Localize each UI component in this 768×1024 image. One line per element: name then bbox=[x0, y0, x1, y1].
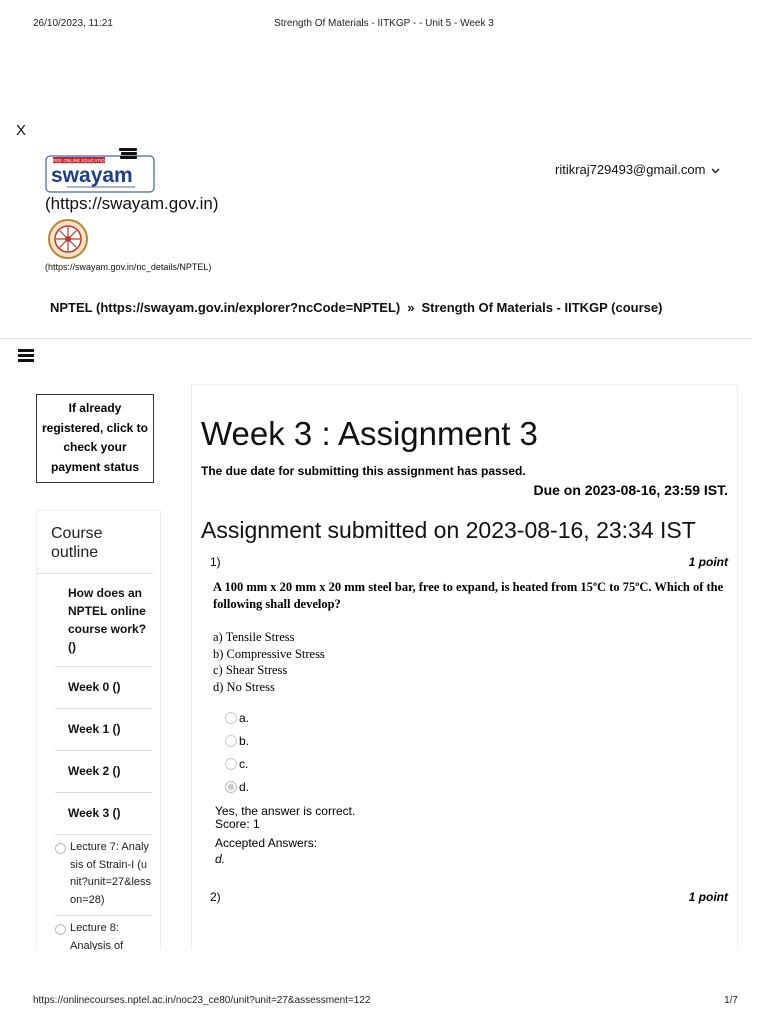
question-points: 1 point bbox=[688, 555, 728, 569]
due-date: Due on 2023-08-16, 23:59 IST. bbox=[533, 482, 728, 498]
accepted-answer-value: d. bbox=[215, 852, 226, 866]
question-number: 1) bbox=[210, 555, 221, 569]
outline-item-how-it-works[interactable]: How does an NPTEL online course work? () bbox=[55, 574, 152, 667]
submission-status: Assignment submitted on 2023-08-16, 23:34 IST bbox=[201, 517, 696, 543]
print-datetime: 26/10/2023, 11:21 bbox=[33, 18, 113, 29]
answer-choice-a[interactable] bbox=[225, 711, 249, 725]
breadcrumb-nptel-link[interactable]: NPTEL (https://swayam.gov.in/explorer?ncCode=NPTEL) bbox=[50, 300, 401, 315]
radio-button-selected[interactable] bbox=[225, 781, 237, 793]
option-text: a) Tensile Stress bbox=[213, 630, 295, 644]
assignment-title: Week 3 : Assignment 3 bbox=[201, 415, 538, 452]
nptel-logo-graphic bbox=[47, 218, 89, 260]
answer-feedback bbox=[215, 805, 355, 831]
outline-item-week-1[interactable]: Week 1 () bbox=[55, 709, 152, 751]
swayam-logo-graphic bbox=[45, 146, 157, 194]
radio-button[interactable] bbox=[225, 712, 237, 724]
score-text: Score: 1 bbox=[215, 817, 260, 831]
breadcrumb-course-link[interactable]: Strength Of Materials - IITKGP (course) bbox=[421, 300, 663, 315]
choice-label: b. bbox=[239, 734, 250, 748]
accepted-answers-label: Accepted Answers: bbox=[215, 836, 318, 850]
course-outline-panel bbox=[36, 510, 161, 950]
choice-label: a. bbox=[239, 711, 250, 725]
close-button[interactable]: X bbox=[16, 122, 27, 139]
question-options bbox=[213, 629, 325, 695]
lesson-label: Lecture 8: Analysis of bbox=[70, 922, 124, 950]
nptel-logo[interactable] bbox=[47, 218, 89, 260]
user-email: ritikraj729493@gmail.com bbox=[555, 162, 706, 177]
answer-choice-d[interactable] bbox=[225, 780, 249, 794]
question-points: 1 point bbox=[688, 890, 728, 904]
choice-label: d. bbox=[239, 780, 250, 794]
option-text: c) Shear Stress bbox=[213, 663, 288, 677]
question-text: A 100 mm x 20 mm x 20 mm steel bar, free to expand, is heated from 15ºC to 75ºC. Which of the following shall develop? bbox=[213, 580, 724, 611]
outline-lesson-8[interactable] bbox=[55, 916, 152, 950]
answer-choice-c[interactable] bbox=[225, 757, 248, 771]
breadcrumb bbox=[50, 300, 662, 315]
radio-button[interactable] bbox=[225, 735, 237, 747]
swayam-tagline: FREE ONLINE EDUCATION bbox=[50, 158, 108, 163]
outline-item-week-2[interactable]: Week 2 () bbox=[55, 751, 152, 793]
outline-lesson-7[interactable] bbox=[55, 835, 152, 916]
lesson-status-icon bbox=[55, 843, 66, 854]
course-outline-title: Course outline bbox=[37, 511, 153, 574]
assignment-panel bbox=[191, 384, 738, 950]
choice-label: c. bbox=[239, 757, 249, 771]
feedback-text: Yes, the answer is correct. bbox=[215, 804, 356, 818]
swayam-link[interactable]: (https://swayam.gov.in) bbox=[45, 194, 219, 213]
option-text: b) Compressive Stress bbox=[213, 646, 325, 661]
due-passed-notice: The due date for submitting this assignment has passed. bbox=[201, 464, 526, 478]
user-menu[interactable] bbox=[555, 162, 720, 177]
print-title: Strength Of Materials - IITKGP - - Unit 5 - Week 3 bbox=[274, 18, 494, 29]
hamburger-menu-icon[interactable] bbox=[18, 347, 34, 364]
nptel-link[interactable]: (https://swayam.gov.in/nc_details/NPTEL) bbox=[45, 262, 212, 272]
outline-item-week-0[interactable]: Week 0 () bbox=[55, 667, 152, 709]
lesson-label: Lecture 7: Analysis of Strain-I (unit?unit=27&lesson=28) bbox=[70, 841, 152, 906]
answer-choice-b[interactable] bbox=[225, 734, 249, 748]
print-page-number: 1/7 bbox=[724, 995, 738, 1006]
outline-item-week-3[interactable]: Week 3 () bbox=[55, 793, 152, 835]
breadcrumb-separator: » bbox=[407, 300, 415, 315]
radio-button[interactable] bbox=[225, 758, 237, 770]
header-divider bbox=[0, 338, 752, 339]
chevron-down-icon bbox=[711, 168, 720, 174]
payment-status-button[interactable]: If already registered, click to check your payment status bbox=[36, 394, 154, 483]
question-number: 2) bbox=[210, 890, 221, 904]
swayam-wordmark: swayam bbox=[51, 164, 133, 187]
swayam-logo[interactable] bbox=[45, 146, 157, 194]
print-url: https://onlinecourses.nptel.ac.in/noc23_ce80/unit?unit=27&assessment=122 bbox=[33, 995, 371, 1006]
option-text: d) No Stress bbox=[213, 679, 275, 694]
lesson-status-icon bbox=[55, 924, 66, 935]
